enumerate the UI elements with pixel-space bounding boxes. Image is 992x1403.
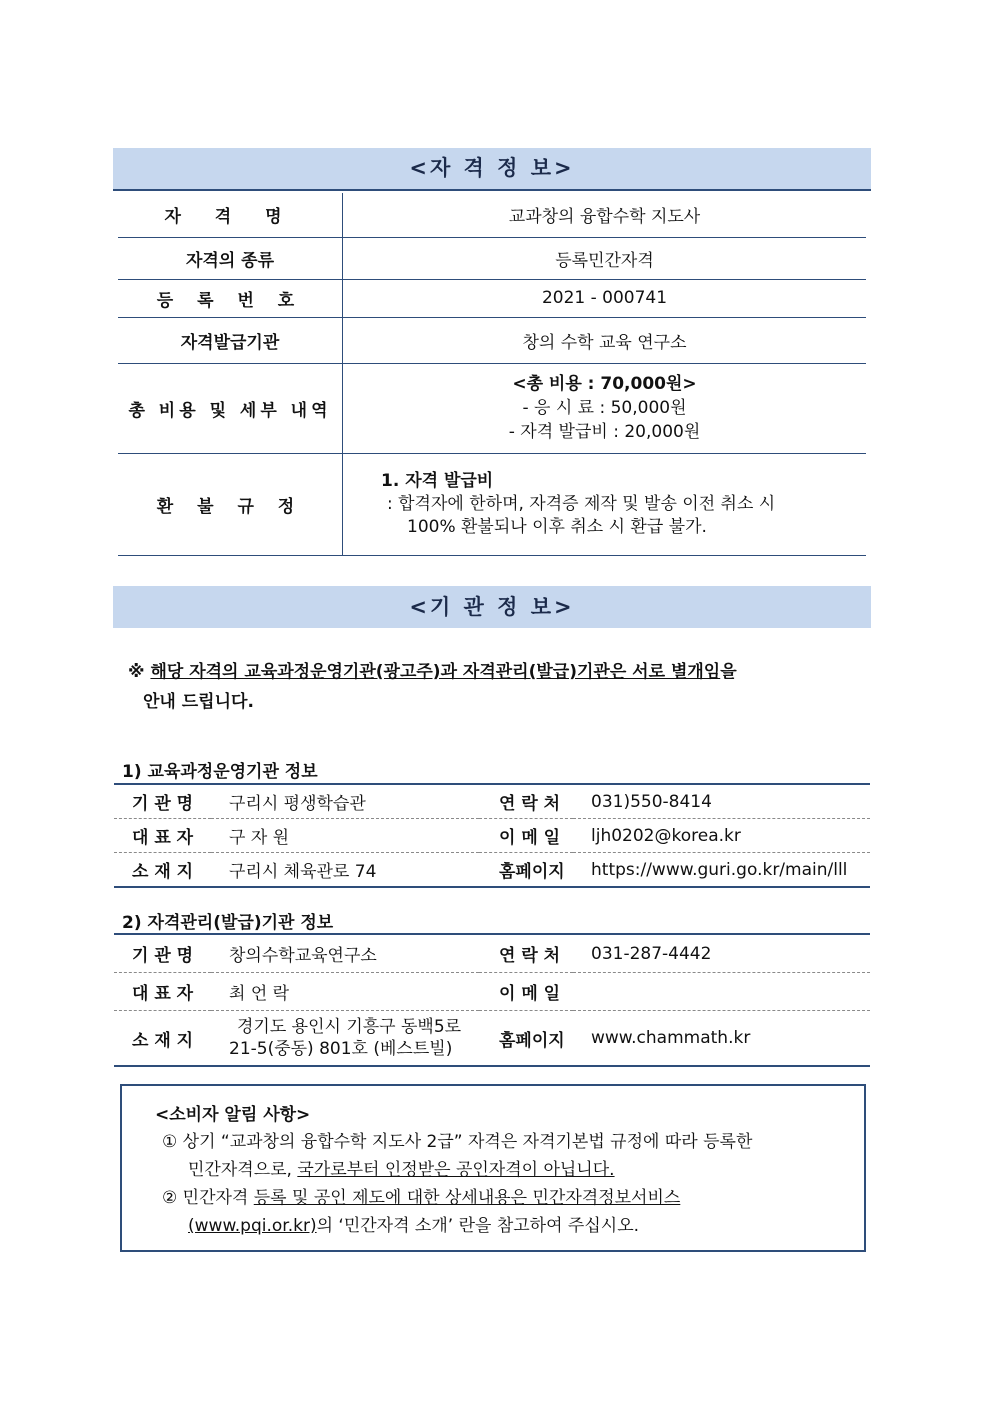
table-row	[118, 279, 866, 317]
table-row	[118, 193, 866, 237]
consumer-item-2	[162, 1184, 680, 1240]
notice-underlined: 해당 자격의 교육과정운영기관(광고주)과 자격관리(발급)기관은 서로 별개임	[150, 662, 721, 682]
org1-contact-label: 연 락 처	[479, 784, 573, 819]
notice	[128, 657, 737, 717]
org1-table	[114, 783, 870, 888]
org1-name-label: 기 관 명	[114, 784, 211, 819]
org2-section-title: 2) 자격관리(발급)기관 정보	[122, 913, 334, 933]
table-row	[114, 784, 870, 819]
org2-address-value	[211, 1011, 479, 1067]
org2-homepage-value: www.chammath.kr	[573, 1011, 870, 1067]
table-row	[114, 973, 870, 1011]
reference-mark: ※	[128, 662, 151, 682]
org2-email-label: 이 메 일	[479, 973, 573, 1011]
org1-address-label: 소 재 지	[114, 853, 211, 888]
table-row	[114, 934, 870, 973]
notice-line-2: 안내 드립니다.	[143, 692, 254, 712]
table-row	[118, 453, 866, 555]
refund-line-2: 100% 환불되나 이후 취소 시 환급 불가.	[407, 516, 707, 537]
consumer-item-2-underlined: 등록 및 공인 제도에 대한 상세내용은 민간자격정보서비스	[253, 1188, 681, 1208]
agency-info-banner: <기 관 정 보>	[113, 586, 871, 628]
org1-address-value: 구리시 체육관로 74	[211, 853, 479, 888]
org2-homepage-label: 홈페이지	[479, 1011, 573, 1067]
registration-number-label: 등 록 번 호	[118, 279, 343, 317]
org2-table	[114, 933, 870, 1067]
consumer-item-2-tail: 의 ‘민간자격 소개’ 란을 참고하여 주십시오.	[316, 1216, 640, 1236]
org1-email-label: 이 메 일	[479, 819, 573, 853]
org2-email-value	[573, 973, 870, 1011]
consumer-item-2-plain: ② 민간자격	[162, 1188, 254, 1208]
org1-name-value: 구리시 평생학습관	[211, 784, 479, 819]
table-row	[114, 1011, 870, 1067]
org1-homepage-value: https://www.guri.go.kr/main/lll	[573, 853, 870, 888]
table-row	[114, 853, 870, 888]
consumer-item-1-underlined: 국가로부터 인정받은 공인자격이 아닙니다.	[297, 1160, 615, 1180]
cost-label: 총 비용 및 세부 내역	[118, 363, 343, 453]
notice-tail: 을	[720, 662, 737, 682]
org1-section-title: 1) 교육과정운영기관 정보	[122, 762, 318, 782]
consumer-item-1	[162, 1128, 752, 1184]
org2-name-label: 기 관 명	[114, 934, 211, 973]
qualification-name-label: 자 격 명	[118, 193, 343, 237]
org1-homepage-label: 홈페이지	[479, 853, 573, 888]
table-row	[118, 237, 866, 279]
refund-line-1: : 합격자에 한하며, 자격증 제작 및 발송 이전 취소 시	[387, 493, 776, 514]
qualification-type-label: 자격의 종류	[118, 237, 343, 279]
org1-rep-value: 구 자 원	[211, 819, 479, 853]
table-row	[118, 363, 866, 453]
total-cost: <총 비용 : 70,000원>	[512, 374, 697, 394]
org1-contact-value: 031)550-8414	[573, 784, 870, 819]
pqi-link[interactable]: (www.pqi.or.kr)	[188, 1216, 317, 1236]
org2-address-label: 소 재 지	[114, 1011, 211, 1067]
org2-rep-label: 대 표 자	[114, 973, 211, 1011]
exam-fee: - 응 시 료 : 50,000원	[522, 398, 687, 418]
qualification-type-value: 등록민간자격	[343, 237, 867, 279]
org2-rep-value: 최 언 락	[211, 973, 479, 1011]
qualification-info-banner: <자 격 정 보>	[113, 148, 871, 191]
consumer-notice-box	[120, 1084, 866, 1252]
org2-contact-value: 031-287-4442	[573, 934, 870, 973]
consumer-item-1-plain: 민간자격으로,	[188, 1160, 298, 1180]
issuance-fee: - 자격 발급비 : 20,000원	[508, 422, 701, 442]
org2-name-value: 창의수학교육연구소	[211, 934, 479, 973]
cost-details	[343, 363, 867, 453]
qualification-name-value: 교과창의 융합수학 지도사	[343, 193, 867, 237]
table-row	[114, 819, 870, 853]
table-row	[118, 317, 866, 363]
refund-heading: 1. 자격 발급비	[381, 470, 494, 491]
consumer-notice-title: <소비자 알림 사항>	[155, 1105, 311, 1125]
org1-rep-label: 대 표 자	[114, 819, 211, 853]
org2-address-line-1: 경기도 용인시 기흥구 동백5로	[237, 1017, 462, 1037]
registration-number-value: 2021 - 000741	[343, 279, 867, 317]
issuing-agency-label: 자격발급기관	[118, 317, 343, 363]
refund-policy-details	[343, 453, 867, 555]
org2-address-line-2: 21-5(중동) 801호 (베스트빌)	[229, 1039, 453, 1059]
issuing-agency-value: 창의 수학 교육 연구소	[343, 317, 867, 363]
consumer-item-1-line-1: ① 상기 “교과창의 융합수학 지도사 2급” 자격은 자격기본법 규정에 따라 등록한	[162, 1132, 753, 1152]
qualification-info-table	[118, 193, 866, 556]
org2-contact-label: 연 락 처	[479, 934, 573, 973]
org1-email-value: ljh0202@korea.kr	[573, 819, 870, 853]
refund-policy-label: 환 불 규 정	[118, 453, 343, 555]
